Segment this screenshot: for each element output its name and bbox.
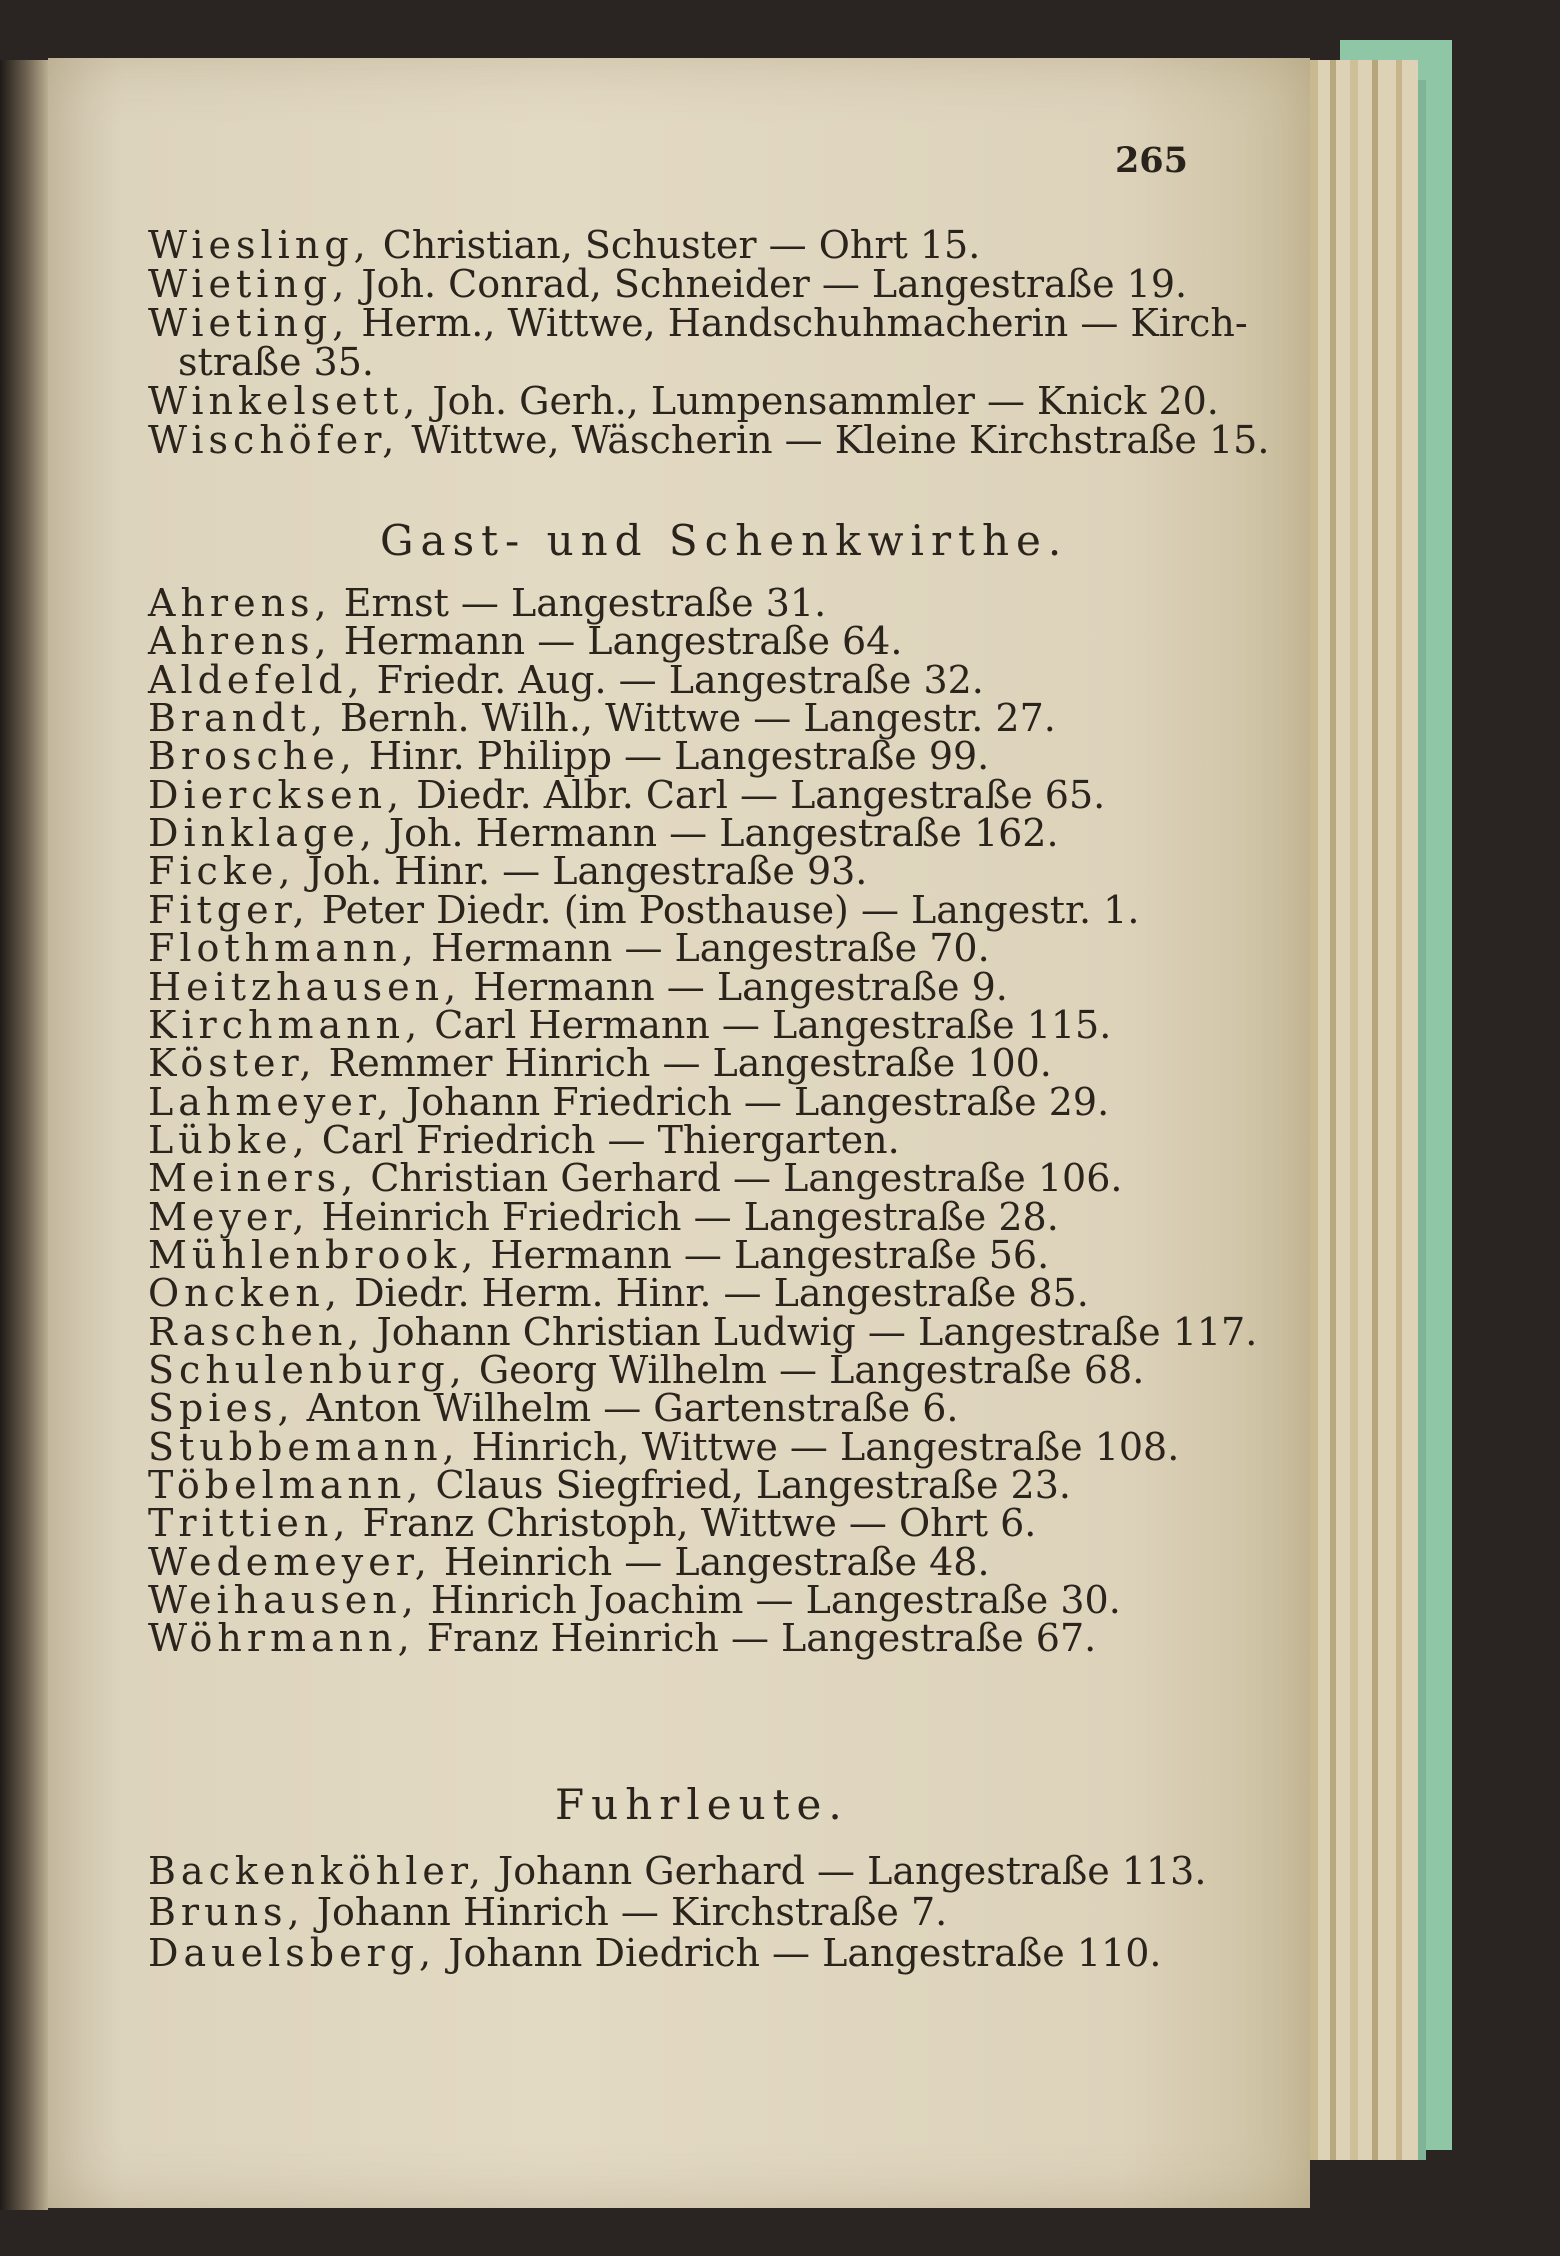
entry-details: Anton Wilhelm — Gartenstraße 6.	[294, 1386, 959, 1431]
entry-details: Hinr. Philipp — Langestraße 99.	[356, 734, 990, 779]
entry-details: Diedr. Herm. Hinr. — Langestraße 85.	[341, 1271, 1089, 1316]
page-number: 265	[1114, 140, 1188, 181]
entry-name: Brandt,	[148, 696, 328, 741]
entry-details: Johann Christian Ludwig — Langestraße 117.	[364, 1309, 1258, 1354]
entry-details: Joh. Hinr. — Langestraße 93.	[295, 849, 868, 894]
entry-name: Heitzhausen,	[148, 964, 462, 1009]
entry-name: Dinklage,	[148, 811, 377, 856]
entry-details: Franz Heinrich — Langestraße 67.	[414, 1616, 1097, 1661]
directory-entry	[148, 1848, 1448, 1894]
entry-name: Raschen,	[148, 1309, 365, 1354]
entry-details: Johann Diedrich — Langestraße 110.	[436, 1931, 1162, 1975]
entry-details: Franz Christoph, Wittwe — Ohrt 6.	[350, 1501, 1037, 1546]
entry-details: Carl Hermann — Langestraße 115.	[422, 1002, 1112, 1047]
entry-details: Johann Gerhard — Langestraße 113.	[485, 1849, 1207, 1893]
entry-name: Ahrens,	[148, 619, 332, 664]
entry-details: Diedr. Albr. Carl — Langestraße 65.	[404, 772, 1106, 817]
directory-entry	[148, 1615, 1448, 1661]
directory-entry	[148, 1930, 1448, 1976]
entry-details: Joh. Gerh., Lumpensammler — Knick 20.	[420, 379, 1219, 423]
entry-name: Ahrens,	[148, 581, 332, 625]
entry-details: Hermann — Langestraße 64.	[331, 619, 903, 664]
entry-details: Johann Friedrich — Langestraße 29.	[393, 1079, 1110, 1124]
directory-entry	[148, 1889, 1448, 1935]
entry-details: Georg Wilhelm — Langestraße 68.	[466, 1348, 1145, 1392]
entry-details: Heinrich — Langestraße 48.	[431, 1539, 990, 1584]
entry-name: Lahmeyer,	[148, 1079, 394, 1124]
entry-name: Brosche,	[148, 734, 357, 779]
entry-details: Christian, Schuster — Ohrt 15.	[370, 223, 981, 267]
entry-details: Hermann — Langestraße 56.	[478, 1232, 1050, 1277]
entry-name: Spies,	[148, 1386, 295, 1431]
entry-name: Backenköhler,	[148, 1849, 486, 1893]
entry-details: Remmer Hinrich — Langestraße 100.	[316, 1041, 1052, 1086]
entry-name: Diercksen,	[148, 772, 405, 817]
entry-name: Aldefeld,	[148, 657, 365, 702]
entry-name: Meyer,	[148, 1194, 310, 1239]
entry-details: Claus Siegfried, Langestraße 23.	[423, 1463, 1071, 1508]
entry-name: Wieting,	[148, 301, 350, 345]
entry-name: Trittien,	[148, 1501, 351, 1546]
entry-name: Schulenburg,	[148, 1348, 467, 1392]
entry-details: Johann Hinrich — Kirchstraße 7.	[304, 1890, 948, 1934]
entry-name: Köster,	[148, 1041, 317, 1086]
entry-name: Flothmann,	[148, 926, 419, 971]
entry-name: Meiners,	[148, 1156, 359, 1201]
entry-name: Wischöfer,	[148, 418, 400, 462]
entry-name: Töbelmann,	[148, 1463, 424, 1508]
entry-name: Mühlenbrook,	[148, 1232, 479, 1277]
entry-name: Weihausen,	[148, 1578, 419, 1623]
entry-name: Wöhrmann,	[148, 1616, 415, 1661]
entry-name: Wiesling,	[148, 223, 371, 267]
entry-name: Dauelsberg,	[148, 1931, 437, 1975]
entry-details: Wittwe, Wäscherin — Kleine Kirchstraße 15.	[399, 418, 1270, 462]
entry-name: Ficke,	[148, 849, 296, 894]
entry-details: Joh. Conrad, Schneider — Langestraße 19.	[349, 262, 1188, 306]
entry-details: Ernst — Langestraße 31.	[331, 581, 827, 625]
entry-name: Kirchmann,	[148, 1002, 423, 1047]
entry-name: Wieting,	[148, 262, 350, 306]
entry-details: Herm., Wittwe, Handschuhmacherin — Kirch-	[349, 301, 1248, 345]
section-heading-gast-und-schenkwirthe: Gast- und Schenkwirthe.	[380, 516, 1069, 565]
entry-name: Lübke,	[148, 1117, 310, 1162]
entry-name: Bruns,	[148, 1890, 305, 1934]
entry-name: Winkelsett,	[148, 379, 421, 423]
entry-details: straße 35.	[178, 340, 374, 384]
section-heading-fuhrleute: Fuhrleute.	[555, 1780, 849, 1829]
entry-name: Wedemeyer,	[148, 1539, 432, 1584]
entry-name: Fitger,	[148, 887, 310, 932]
entry-details: Peter Diedr. (im Posthause) — Langestr. 1.	[309, 887, 1140, 932]
entry-details: Carl Friedrich — Thiergarten.	[309, 1117, 900, 1162]
entry-details: Hermann — Langestraße 9.	[461, 964, 1008, 1009]
entry-details: Christian Gerhard — Langestraße 106.	[358, 1156, 1123, 1201]
entry-details: Bernh. Wilh., Wittwe — Langestr. 27.	[327, 696, 1056, 741]
entry-details: Hinrich, Wittwe — Langestraße 108.	[459, 1424, 1180, 1469]
entry-details: Hermann — Langestraße 70.	[418, 926, 990, 971]
entry-details: Friedr. Aug. — Langestraße 32.	[364, 657, 984, 702]
entry-name: Stubbemann,	[148, 1424, 460, 1469]
entry-details: Heinrich Friedrich — Langestraße 28.	[309, 1194, 1059, 1239]
entry-details: Joh. Hermann — Langestraße 162.	[376, 811, 1059, 856]
directory-entry	[148, 417, 1448, 463]
entry-name: Oncken,	[148, 1271, 342, 1316]
entry-details: Hinrich Joachim — Langestraße 30.	[418, 1578, 1121, 1623]
